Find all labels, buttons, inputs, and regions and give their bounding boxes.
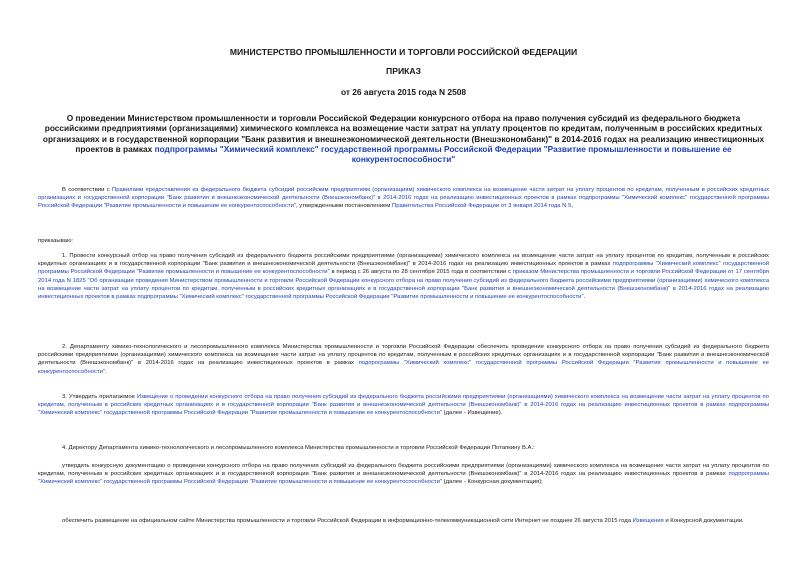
p5-text-2: (далее - Конкурсная документация); [442,479,543,486]
paragraph-2 [38,343,769,376]
p1-link-order[interactable]: приказом Министерства промышленности и торговли Российской Федерации от 17 сентября 2014 года N 1825 "Об организации проведения Министерством промышленности и торговли Российской Федерации конкурсного отбора на право получения субсидий из федерального бюджета российскими предприятиями (организациями) химического комплекса на возмещение части затрат на уплату процентов по кредитам, полученным в российских кредитных организациях и в государственной корпорации "Банк развития и внешнеэкономической деятельности (Внешэкономбанк)" в 2014-2016 годах на реализацию инвестиционных проектов в рамках подпрограммы "Химический комплекс" государственной программы Российской Федерации "Развитие промышленности и повышение ее конкурентоспособности" [38,269,770,301]
p6-text-2: и Конкурсной документации. [663,518,744,524]
doc-type-heading: ПРИКАЗ [386,66,421,76]
p5-text-1: утвердить конкурсную документацию о проведении конкурсного отбора на право получения субсидий из федерального бюджета российскими предприятиями (организациями) химического комплекса на возмещение части затрат на уплату процентов по кредитам, полученным в российских кредитных организациях и в государственной корпорации "Банк развития и внешнеэкономической деятельности (Внешэкономбанк)" в 2014-2016 годах на реализацию инвестиционных проектов в рамках [38,463,769,478]
paragraph-5 [38,462,769,487]
paragraph-4: 4. Директору Департамента химико-технологического и лесопромышленного комплекса Министерства промышленности и торговли Российской Федерации Потапкину В.А.: [62,445,535,451]
p3-text-2: (далее - Извещение). [442,410,503,417]
p6-link-notice[interactable]: Извещения [632,518,664,524]
intro-text-1: В соответствии с [62,187,112,193]
p5-link-subprogram[interactable]: подпрограммы "Химический комплекс" государственной программы Российской Федерации "Развитие промышленности и повышение ее конкурентоспособности" [38,471,769,486]
intro-paragraph [38,186,769,211]
p1-text-1: 1. Провести конкурсный отбор на право получения субсидий из федерального бюджета российскими предприятиями (организациями) химического комплекса на возмещение части затрат на уплату процентов по кредитам, полученным в российских кредитных организациях и в государственной корпорации "Банк развития и внешнеэкономической деятельности (Внешэкономбанк)" в 2014-2016 годах на реализацию инвестиционных проектов в рамках [38,253,769,268]
paragraph-1 [38,252,769,301]
p3-link-notice[interactable]: Извещение о проведении конкурсного отбора на право получения субсидий из федерального бюджета российскими предприятиями (организациями) химического комплекса на возмещение части затрат на уплату процентов по кредитам, полученным в российских кредитных организациях и в государственной корпорации "Банк развития и внешнеэкономической деятельности (Внешэкономбанк)" в 2014-2016 годах на реализацию инвестиционных проектов в рамках подпрограммы "Химический комплекс" государственной программы Российской Федерации "Развитие промышленности и повышение ее конкурентоспособности" [38,394,769,417]
intro-text-2: , утвержденными постановлением [296,203,392,210]
p6-text-1: обеспечить размещение на официальном сайте Министерства промышленности и торговли Российской Федерации в информационно-телекоммуникационной сети Интернет не позднее 26 августа 2015 года [62,518,633,524]
title-link[interactable]: подпрограммы "Химический комплекс" государственной программы Российской Федерации "Развитие промышленности и повышение ее конкурентоспособности" [154,143,732,165]
document-title [40,113,767,164]
order-word: приказываю: [38,238,74,244]
ministry-heading: МИНИСТЕРСТВО ПРОМЫШЛЕННОСТИ И ТОРГОВЛИ РОССИЙСКОЙ ФЕДЕРАЦИИ [229,47,578,57]
intro-text-3: , [571,203,573,210]
p2-link-subprogram[interactable]: подпрограммы "Химический комплекс" государственной программы Российской Федерации "Развитие промышленности и повышение ее конкурентоспособности" [38,360,770,375]
paragraph-6 [38,517,769,525]
p1-text-3: . [583,294,586,301]
date-number-heading: от 26 августа 2015 года N 2508 [340,87,467,97]
paragraph-3 [38,393,769,418]
p3-text-1: 3. Утвердить прилагаемое [62,394,137,400]
intro-link-rules[interactable]: Правилами предоставления из федерального бюджета субсидий российским предприятиям (организациям) химического комплекса на возмещение части затрат на уплату процентов по кредитам, полученным в российских кредитных организациях и государственной корпорации "Банк развития и внешнеэкономической деятельности (Внешэкономбанк)" в 2014-2016 годах на реализацию инвестиционных проектов в рамках подпрограммы "Химический комплекс" государственной программы Российской Федерации "Развитие промышленности и повышение ее конкурентоспособности" [38,187,770,210]
p2-text-2: . [105,368,107,375]
intro-link-resolution[interactable]: Правительства Российской Федерации от 3 января 2014 года N 5 [391,203,572,210]
title-text: О проведении Министерством промышленности и торговли Российской Федерации конкурсного отбора на право получения субсидий из федерального бюджета российскими предприятиями (организациями) химического комплекса на возмещение части затрат на уплату процентов по кредитам, полученным в российских кредитных организациях и в государственной корпорации "Банк развития и внешнеэкономической деятельности (Внешэкономбанк)" в 2014-2016 годах на реализацию инвестиционных проектов в рамках [42,113,765,154]
p1-text-2: в период с 26 августа по 28 сентября 2015 года в соответствии с [329,269,513,276]
p1-link-subprogram[interactable]: подпрограммы "Химический комплекс" государственной программы Российской Федерации "Развитие промышленности и повышение ее конкурентоспособности" [38,261,770,276]
p2-text-1: 2. Департаменту химико-технологического и лесопромышленного комплекса Министерства промышленности и торговли Российской Федерации обеспечить проведение конкурсного отбора на право получения субсидий из федерального бюджета российскими предприятиями (организациями) химического комплекса на возмещение части затрат на уплату процентов по кредитам, полученным в российских кредитных организациях и в государственной корпорации "Банк развития и внешнеэкономической деятельности (Внешэкономбанк)" в 2014-2016 годах на реализацию инвестиционных проектов в рамках [38,344,769,367]
